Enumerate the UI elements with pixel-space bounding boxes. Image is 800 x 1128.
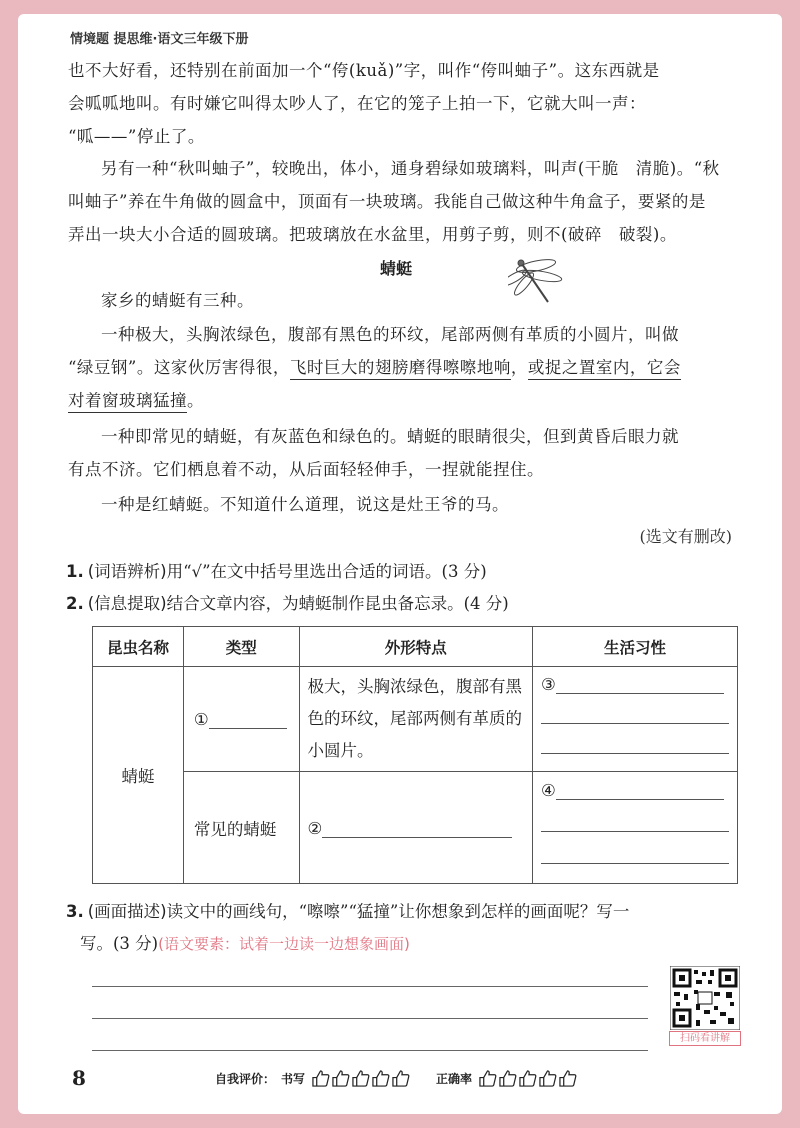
page-number: 8 <box>72 1066 86 1090</box>
answer-line[interactable] <box>92 1050 648 1051</box>
question-number: 3. <box>66 902 84 921</box>
thumbs-up-icon[interactable] <box>311 1070 330 1087</box>
insect-name-cell: 蜻蜓 <box>93 667 184 884</box>
source-note: (选文有删改) <box>639 527 732 546</box>
text-line: 另有一种“秋叫蚰子”，较晚出，体小，通身碧绿如玻璃料，叫声(干脆 清脆)。“秋 <box>101 159 720 178</box>
habit-cell-2[interactable] <box>532 772 737 884</box>
question-text: 用“√”在文中括号里选出合适的词语。(3 分) <box>166 562 487 581</box>
text-line: 一种即常见的蜻蜓，有灰蓝色和绿色的。蜻蜓的眼睛很尖，但到黄昏后眼力就 <box>101 427 679 446</box>
type-cell-1[interactable] <box>183 667 299 772</box>
answer-blank[interactable] <box>209 709 287 729</box>
header-insect-name: 昆虫名称 <box>93 627 184 667</box>
text-line: “呱——”停止了。 <box>68 127 205 146</box>
thumbs-up-icon[interactable] <box>518 1070 537 1087</box>
text-line: 会呱呱地叫。有时嫌它叫得太吵人了，在它的笼子上拍一下，它就大叫一声： <box>68 94 646 113</box>
thumbs-up-icon[interactable] <box>538 1070 557 1087</box>
text-line: 有点不济。它们栖息着不动，从后面轻轻伸手，一捏就能捏住。 <box>68 460 544 479</box>
passage-paragraph-1 <box>68 54 740 153</box>
type-cell-2: 常见的蜻蜓 <box>183 772 299 884</box>
answer-line[interactable] <box>92 1018 648 1019</box>
text-line: 弄出一块大小合适的圆玻璃。把玻璃放在水盆里，用剪子剪，则不(破碎 破裂)。 <box>68 225 677 244</box>
habit-cell-1[interactable] <box>532 667 737 772</box>
answer-blank[interactable] <box>541 844 729 864</box>
question-text: 读文中的画线句，“嚓嚓”“猛撞”让你想象到怎样的画面呢？写一 <box>166 902 630 921</box>
text-line: 叫蚰子”养在牛角做的圆盒中，顶面有一块玻璃。我能自己做这种牛角盒子，要紧的是 <box>68 192 706 211</box>
passage-paragraph-6 <box>68 488 740 521</box>
question-tag: (词语辨析) <box>87 562 167 581</box>
passage-paragraph-4 <box>68 318 740 417</box>
self-eval-label: 自我评价： <box>215 1072 276 1086</box>
blank-marker: ④ <box>540 780 556 800</box>
accuracy-label: 正确率 <box>436 1072 473 1086</box>
header-type: 类型 <box>183 627 299 667</box>
thumbs-up-icon[interactable] <box>478 1070 497 1087</box>
blank-marker: ① <box>193 710 209 729</box>
section-title: 蜻蜓 <box>380 259 413 278</box>
text-line: 一种极大，头胸浓绿色，腹部有黑色的环纹，尾部两侧有革质的小圆片，叫做 <box>101 325 679 344</box>
appearance-cell-1: 极大，头胸浓绿色，腹部有黑色的环纹，尾部两侧有革质的小圆片。 <box>299 667 532 772</box>
underlined-sentence-1: 飞时巨大的翅膀磨得嚓嚓地响 <box>290 358 511 380</box>
thumbs-up-icon[interactable] <box>391 1070 410 1087</box>
text-line: 一种是红蜻蜓。不知道什么道理，说这是灶王爷的马。 <box>101 495 509 514</box>
answer-blank[interactable] <box>541 812 729 832</box>
question-text: 结合文章内容，为蜻蜓制作昆虫备忘录。(4 分) <box>166 594 509 613</box>
question-1 <box>66 556 746 588</box>
answer-blank[interactable] <box>556 780 724 800</box>
self-evaluation <box>215 1070 577 1087</box>
blank-marker: ③ <box>540 675 556 694</box>
insect-memo-table <box>92 626 738 884</box>
underlined-sentence-2: 或捉之置室内，它会 <box>528 358 681 380</box>
question-3 <box>66 896 746 960</box>
text-line <box>68 351 740 384</box>
question-hint: (语文要素：试着一边读一边想象画面) <box>158 935 410 953</box>
text-segment: ， <box>510 358 528 377</box>
blank-marker: ② <box>307 818 323 838</box>
question-2 <box>66 588 746 620</box>
underlined-sentence-3: 对着窗玻璃猛撞 <box>68 391 187 413</box>
passage-paragraph-5 <box>68 420 740 486</box>
text-line <box>68 384 740 417</box>
header-habit: 生活习性 <box>532 627 737 667</box>
question-number: 2. <box>66 594 84 613</box>
table-header-row <box>93 627 738 667</box>
text-segment: “绿豆钢”。这家伙厉害得很， <box>68 358 290 377</box>
thumbs-up-icon[interactable] <box>331 1070 350 1087</box>
thumbs-up-icon[interactable] <box>498 1070 517 1087</box>
text-segment: 。 <box>187 391 204 410</box>
accuracy-rating[interactable] <box>478 1070 577 1087</box>
table-row <box>93 667 738 772</box>
appearance-cell-2[interactable] <box>299 772 532 884</box>
answer-blank[interactable] <box>541 704 729 724</box>
answer-line[interactable] <box>92 986 648 987</box>
question-tag: (画面描述) <box>87 902 167 921</box>
page-header: 情境题 提思维·语文三年级下册 <box>70 32 249 47</box>
text-line: 家乡的蜻蜓有三种。 <box>101 291 254 310</box>
writing-label: 书写 <box>281 1072 306 1086</box>
writing-rating[interactable] <box>311 1070 410 1087</box>
thumbs-up-icon[interactable] <box>371 1070 390 1087</box>
qr-label: 扫码看讲解 <box>669 1031 741 1046</box>
header-appearance: 外形特点 <box>299 627 532 667</box>
text-line: 也不大好看，还特别在前面加一个“侉(kuǎ)”字，叫作“侉叫蚰子”。这东西就是 <box>68 61 660 80</box>
answer-blank[interactable] <box>322 818 512 838</box>
question-number: 1. <box>66 562 84 581</box>
qr-code-icon[interactable] <box>670 966 740 1030</box>
table-row <box>93 772 738 884</box>
answer-blank[interactable] <box>541 734 729 754</box>
passage-paragraph-2 <box>68 152 740 251</box>
thumbs-up-icon[interactable] <box>351 1070 370 1087</box>
thumbs-up-icon[interactable] <box>558 1070 577 1087</box>
passage-paragraph-3 <box>68 284 740 317</box>
answer-blank[interactable] <box>556 674 724 694</box>
question-tag: (信息提取) <box>87 594 167 613</box>
question-text: 写。(3 分) <box>80 934 159 953</box>
